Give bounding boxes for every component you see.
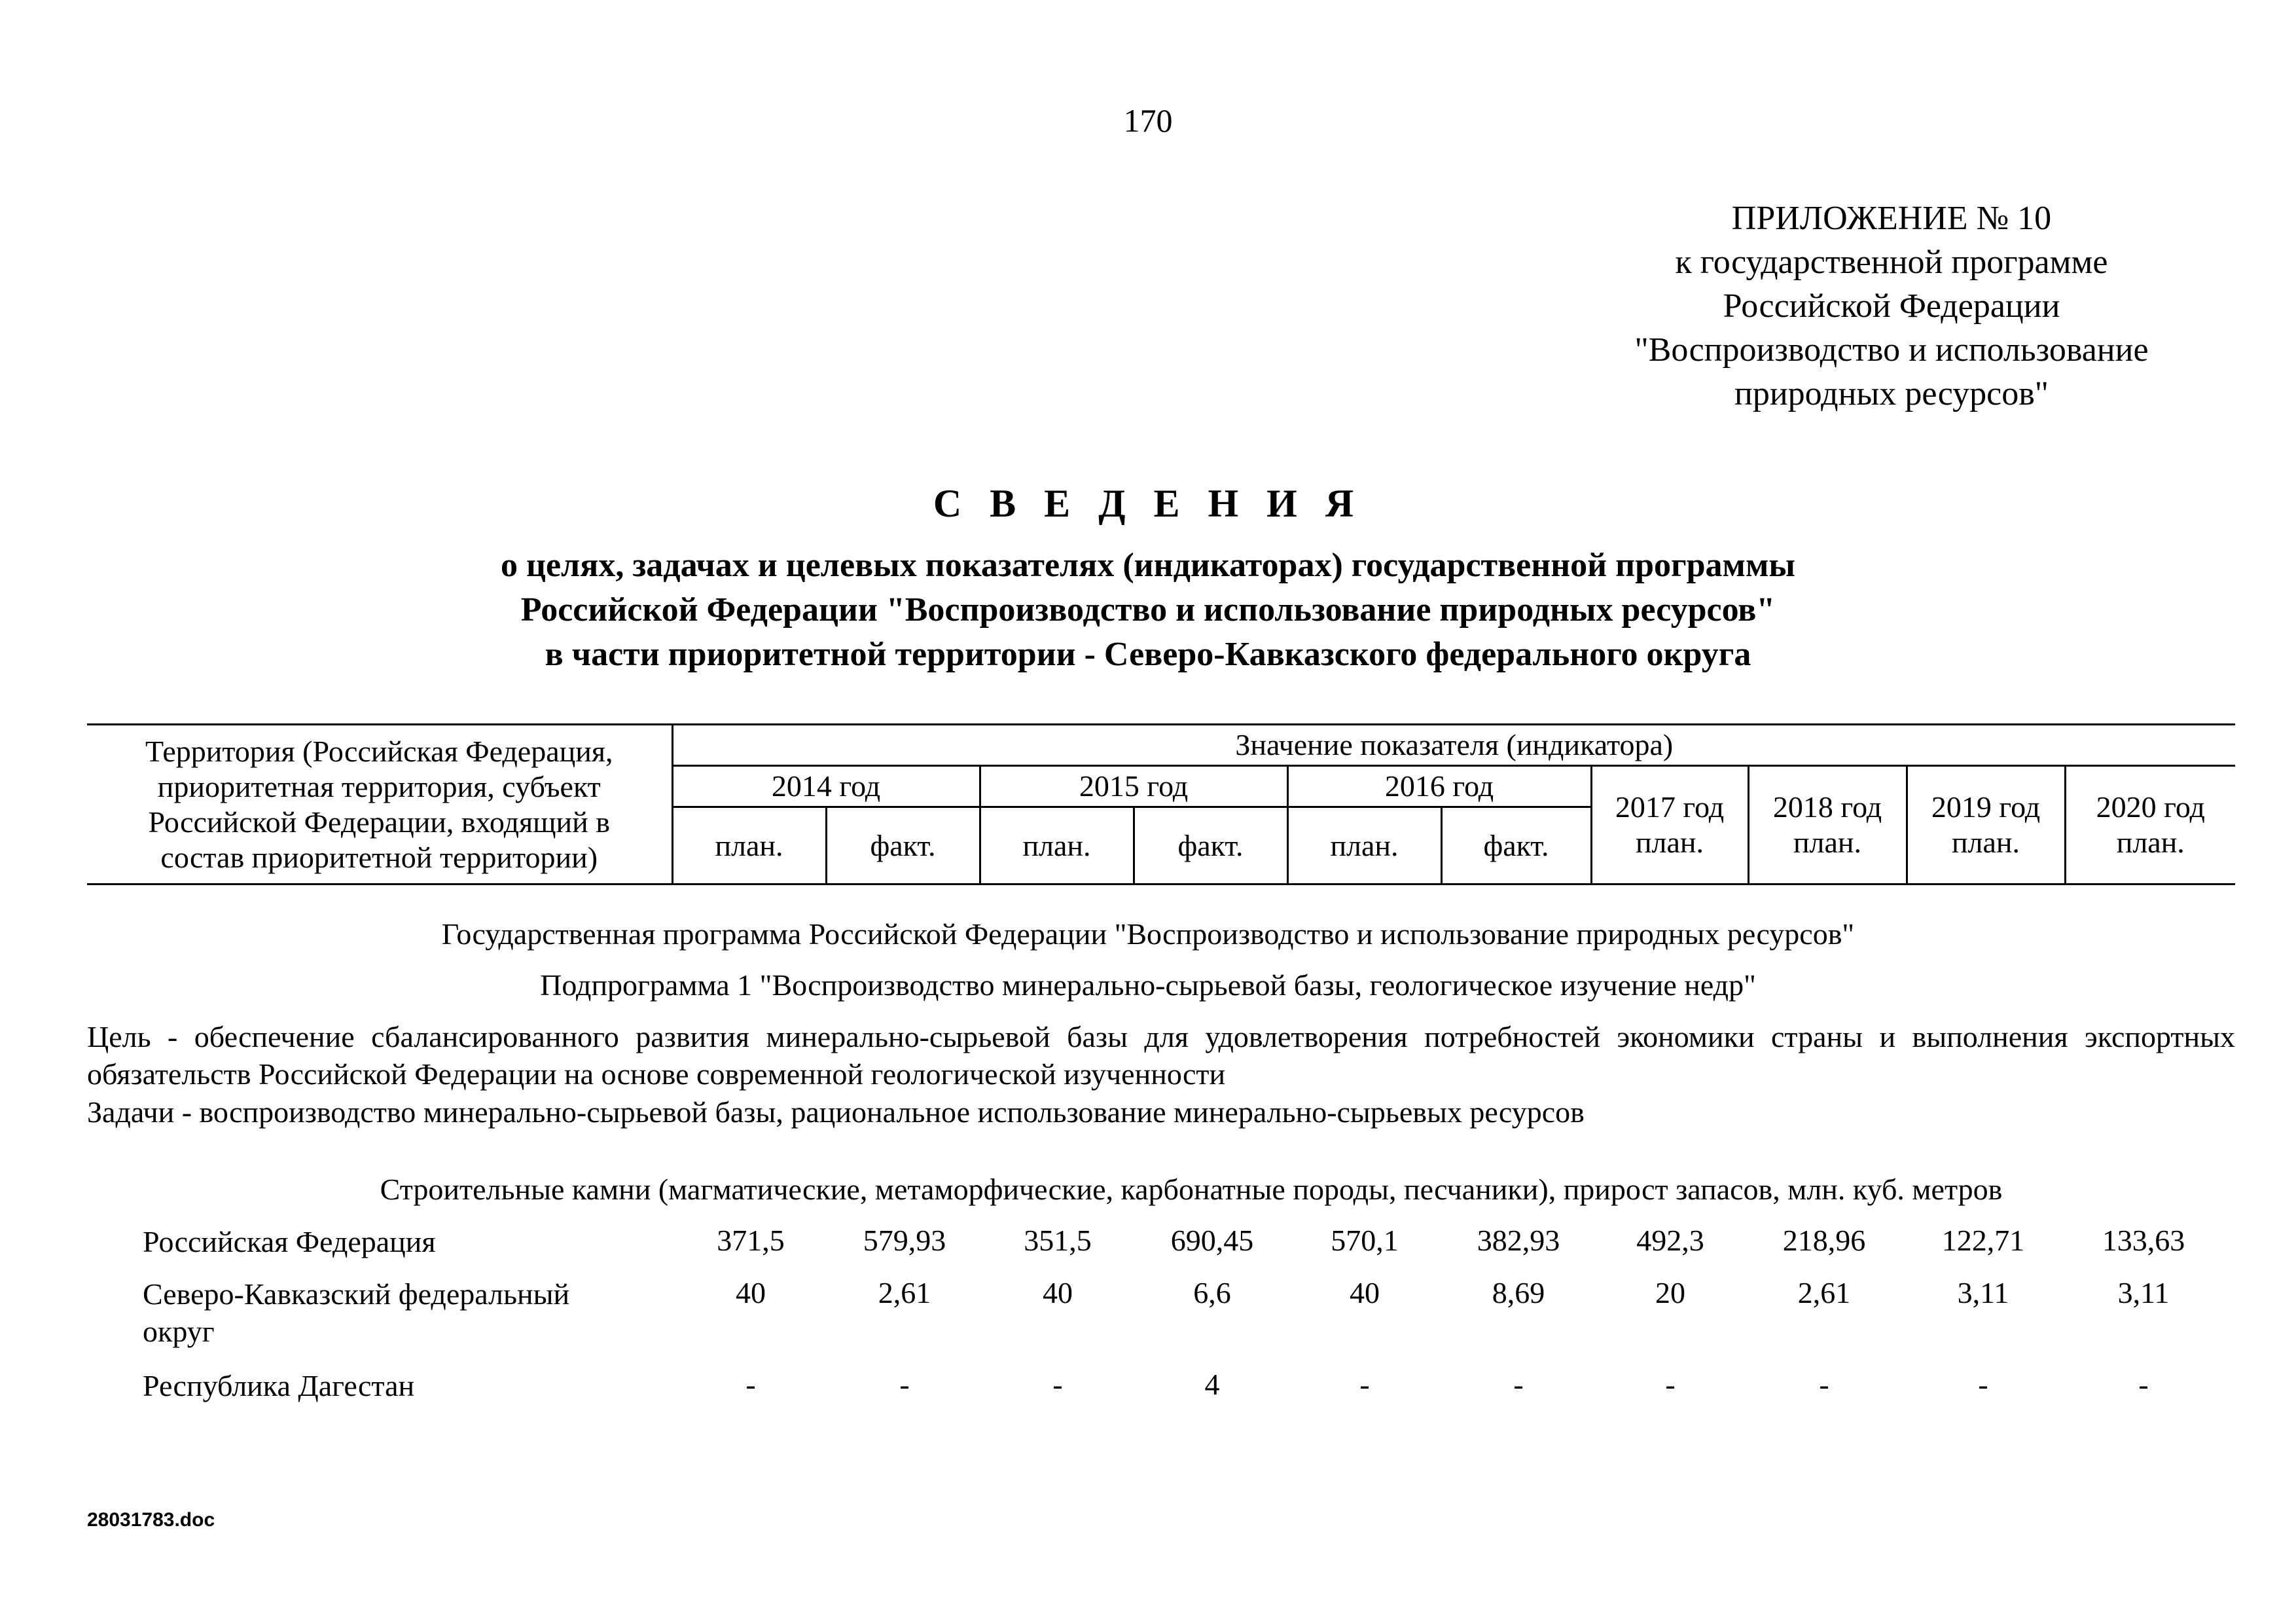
appendix-line: "Воспроизводство и использование — [1634, 331, 2149, 369]
document-subtitle — [196, 543, 2100, 677]
year-2017-header: 2017 год план. — [1591, 766, 1748, 884]
table-cell: 40 — [1043, 1276, 1073, 1309]
table-cell: 40 — [1350, 1276, 1380, 1309]
year-2020-header: 2020 год план. — [2065, 766, 2235, 884]
table-cell: 579,93 — [863, 1224, 946, 1257]
subprogram-title: Подпрограмма 1 "Воспроизводство минерально-сырьевой базы, геологическое изучение недр" — [540, 968, 1756, 1002]
year-2014-header: 2014 год — [672, 766, 980, 807]
indicator-title: Строительные камни (магматические, метаморфические, карбонатные породы, песчаники), прирост запасов, млн. куб. метров — [380, 1173, 2003, 1206]
tasks-text: Задачи - воспроизводство минерально-сырьевой базы, рациональное использование минерально-сырьевых ресурсов — [87, 1095, 1585, 1129]
table-cell: 122,71 — [1941, 1224, 2025, 1257]
table-cell: 4 — [1204, 1368, 1220, 1401]
row-label-russian-federation: Российская Федерация — [143, 1225, 436, 1258]
program-title: Государственная программа Российской Федерации "Воспроизводство и использование природных ресурсов" — [441, 917, 1855, 951]
page-number: 170 — [1123, 102, 1173, 139]
table-cell: - — [1665, 1368, 1676, 1401]
table-cell: 570,1 — [1331, 1224, 1399, 1257]
table-cell: - — [1052, 1368, 1063, 1401]
appendix-line: природных ресурсов" — [1734, 375, 2049, 412]
table-cell: 218,96 — [1782, 1224, 1866, 1257]
appendix-line: ПРИЛОЖЕНИЕ № 10 — [1731, 200, 2052, 237]
year-2016-header: 2016 год — [1287, 766, 1591, 807]
indicators-table-header — [87, 723, 2235, 885]
appendix-line: к государственной программе — [1675, 244, 2108, 281]
table-cell: 382,93 — [1477, 1224, 1560, 1257]
subtitle-line: в части приоритетной территории - Северо-Кавказского федерального округа — [545, 636, 1751, 673]
table-cell: 3,11 — [2117, 1276, 2170, 1309]
table-cell: 40 — [736, 1276, 766, 1309]
table-cell: - — [899, 1368, 910, 1401]
document-title: С В Е Д Е Н И Я — [933, 482, 1363, 525]
indicator-value-header: Значение показателя (индикатора) — [672, 725, 2235, 766]
appendix-block — [1597, 196, 2186, 416]
table-cell: 2,61 — [1797, 1276, 1851, 1309]
table-cell: 492,3 — [1636, 1224, 1704, 1257]
table-cell: 3,11 — [1957, 1276, 2009, 1309]
row-label-dagestan: Республика Дагестан — [143, 1369, 415, 1402]
year-2019-header: 2019 год план. — [1907, 766, 2065, 884]
table-cell: - — [2138, 1368, 2149, 1401]
fact-2016-header: факт. — [1441, 807, 1591, 884]
table-cell: 133,63 — [2102, 1224, 2185, 1257]
fact-2015-header: факт. — [1134, 807, 1287, 884]
table-cell: - — [1359, 1368, 1370, 1401]
territory-header: Территория (Российская Федерация, приоритетная территория, субъект Российской Федерации, входящий в состав приоритетной территории) — [87, 725, 672, 884]
table-cell: 8,69 — [1492, 1276, 1545, 1309]
fact-2014-header: факт. — [826, 807, 980, 884]
table-cell: - — [1819, 1368, 1829, 1401]
plan-2015-header: план. — [980, 807, 1134, 884]
table-cell: 6,6 — [1193, 1276, 1231, 1309]
plan-2014-header: план. — [672, 807, 826, 884]
subtitle-line: о целях, задачах и целевых показателях (индикаторах) государственной программы — [501, 547, 1795, 584]
footer-document-code: 28031783.doc — [87, 1509, 215, 1531]
appendix-line: Российской Федерации — [1723, 287, 2060, 325]
goal-text: Цель - обеспечение сбалансированного развития минерально-сырьевой базы для удовлетворения потребностей экономики страны и выполнения экспортных обязательств Российской Федерации на основе современной геологической изученности — [87, 1020, 2235, 1091]
table-cell: 2,61 — [878, 1276, 931, 1309]
table-cell: 371,5 — [717, 1224, 785, 1257]
table-cell: 20 — [1655, 1276, 1685, 1309]
subtitle-line: Российской Федерации "Воспроизводство и использование природных ресурсов" — [520, 591, 1776, 629]
table-cell: - — [745, 1368, 756, 1401]
table-cell: - — [1513, 1368, 1524, 1401]
table-cell: 351,5 — [1024, 1224, 1092, 1257]
plan-2016-header: план. — [1287, 807, 1441, 884]
table-cell: 690,45 — [1170, 1224, 1254, 1257]
table-cell: - — [1978, 1368, 1988, 1401]
year-2015-header: 2015 год — [980, 766, 1287, 807]
year-2018-header: 2018 год план. — [1748, 766, 1907, 884]
row-label-north-caucasus-district: Северо-Кавказский федеральный округ — [143, 1277, 570, 1348]
